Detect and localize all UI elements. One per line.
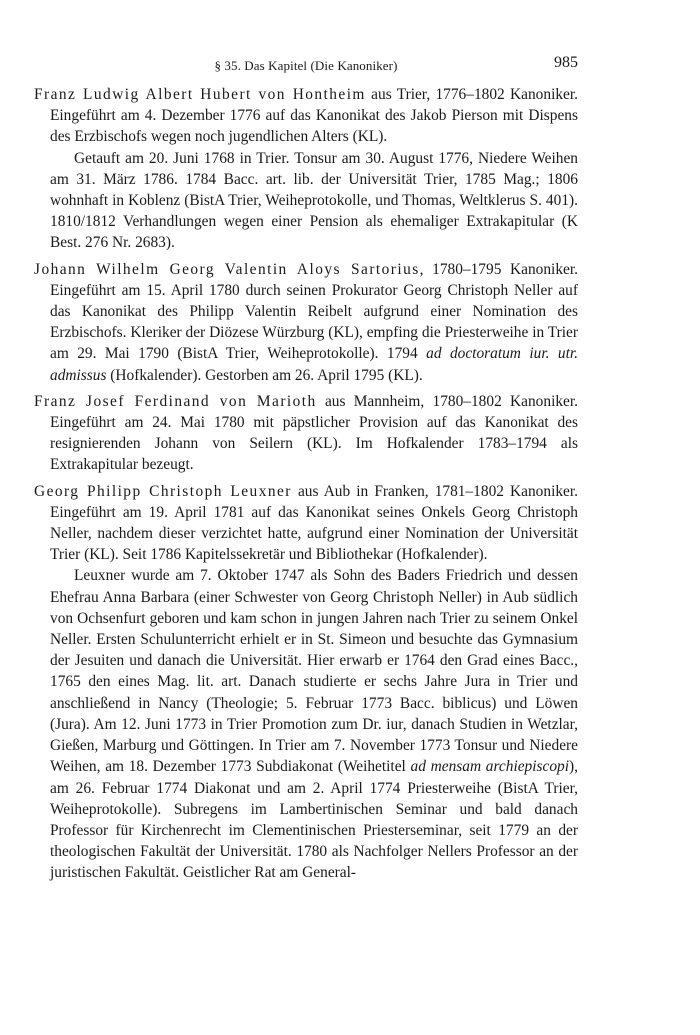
- entry-text: (Hofkalender). Gestorben am 26. April 1795 (KL).: [106, 366, 423, 384]
- book-page: [34, 52, 578, 889]
- canon-name: Georg Philipp Christoph Leuxner: [34, 482, 292, 500]
- entry-paragraph: [34, 259, 578, 386]
- page-number: 985: [554, 54, 578, 71]
- entry-text: aus Mannheim, 1780–1802 Kanoniker. Eingeführt am 24. Mai 1780 mit päpstlicher Provision auf das Kanonikat des resignierenden Johann von Seilern (KL). Im Hofkalender 1783–1794 als Extrakapitular bezeugt.: [50, 392, 578, 474]
- entry-text: , 1780–1795 Kanoniker. Eingeführt am 15. April 1780 durch seinen Prokurator Georg Christoph Neller auf das Kanonikat des Philipp Valentin Reibelt aufgrund einer Nomination des Erzbischofs. Kleriker der Diözese Würzburg (KL), empfing die Priesterweihe in Trier am 29. Mai 1790 (BistA Trier, Weiheprotokolle). 1794: [50, 260, 578, 363]
- entry-paragraph: [34, 481, 578, 566]
- canon-entry-hontheim: [34, 84, 578, 254]
- latin-phrase: ad doctoratum iur. utr. admissus: [50, 345, 578, 384]
- entry-paragraph: [34, 148, 578, 254]
- entry-text: aus Trier, 1776–1802 Kanoniker. Eingeführt am 4. Dezember 1776 auf das Kanonikat des Jakob Pierson mit Dispens des Erzbischofs wegen noch jugendlichen Alters (KL).: [50, 86, 578, 146]
- running-title: § 35. Das Kapitel (Die Kanoniker): [214, 58, 398, 73]
- entry-text: Leuxner wurde am 7. Oktober 1747 als Sohn des Baders Friedrich und dessen Ehefrau Anna Barbara (einer Schwester von Georg Christoph Neller) in Aub südlich von Ochsenfurt geboren und kam schon in jungen Jahren nach Trier zu seinem Onkel Neller. Ersten Schulunterricht erhielt er in St. Simeon und besuchte das Gymnasium der Jesuiten und danach die Universität. Hier erwarb er 1764 den Grad eines Bacc., 1765 den eines Mag. lit. art. Danach studierte er sechs Jahre Jura in Trier und anschließend in Nancy (Theologie; 5. Februar 1773 Bacc. biblicus) und Löwen (Jura). Am 12. Juni 1773 in Trier Promotion zum Dr. iur, danach Studien in Wetzlar, Gießen, Marburg und Göttingen. In Trier am 7. November 1773 Tonsur und Niedere Weihen, am 18. Dezember 1773 Subdiakonat (Weihetitel: [50, 567, 578, 776]
- running-head: [34, 52, 578, 74]
- entry-paragraph: [34, 565, 578, 883]
- entry-text: aus Aub in Franken, 1781–1802 Kanoniker. Eingeführt am 19. April 1781 auf das Kanonikat seines Onkels Georg Christoph Neller, nachdem dieser verzichtet hatte, aufgrund einer Nomination der Universität Trier (KL). Seit 1786 Kapitelssekretär und Bibliothekar (Hofkalender).: [50, 482, 579, 564]
- entry-paragraph: [34, 391, 578, 476]
- canon-entry-marioth: [34, 391, 578, 476]
- entry-text: Getauft am 20. Juni 1768 in Trier. Tonsur am 30. August 1776, Niedere Weihen am 31. März 1786. 1784 Bacc. art. lib. der Universität Trier, 1785 Mag.; 1806 wohnhaft in Koblenz (BistA Trier, Weiheprotokolle, und Thomas, Weltklerus S. 401). 1810/1812 Verhandlungen wegen einer Pension als ehemaliger Extrakapitular (K Best. 276 Nr. 2683).: [50, 149, 578, 252]
- canon-entry-leuxner: [34, 481, 578, 884]
- entry-paragraph: [34, 84, 578, 148]
- latin-phrase: ad mensam archiepiscopi: [410, 758, 570, 776]
- canon-name: Franz Ludwig Albert Hubert von Hontheim: [34, 86, 366, 103]
- canon-name: Johann Wilhelm Georg Valentin Aloys Sartorius: [34, 260, 420, 278]
- canon-name: Franz Josef Ferdinand von Marioth: [34, 392, 317, 410]
- canon-entry-sartorius: [34, 259, 578, 386]
- entry-text: ), am 26. Februar 1774 Diakonat und am 2. April 1774 Priesterweihe (BistA Trier, Weiheprotokolle). Subregens im Lambertinischen Seminar und bald danach Professor für Kirchenrecht im Clementinischen Priesterseminar, seit 1779 an der theologischen Fakultät der Universität. 1780 als Nachfolger Nellers Professor an der juristischen Fakultät. Geistlicher Rat am General-: [50, 758, 579, 882]
